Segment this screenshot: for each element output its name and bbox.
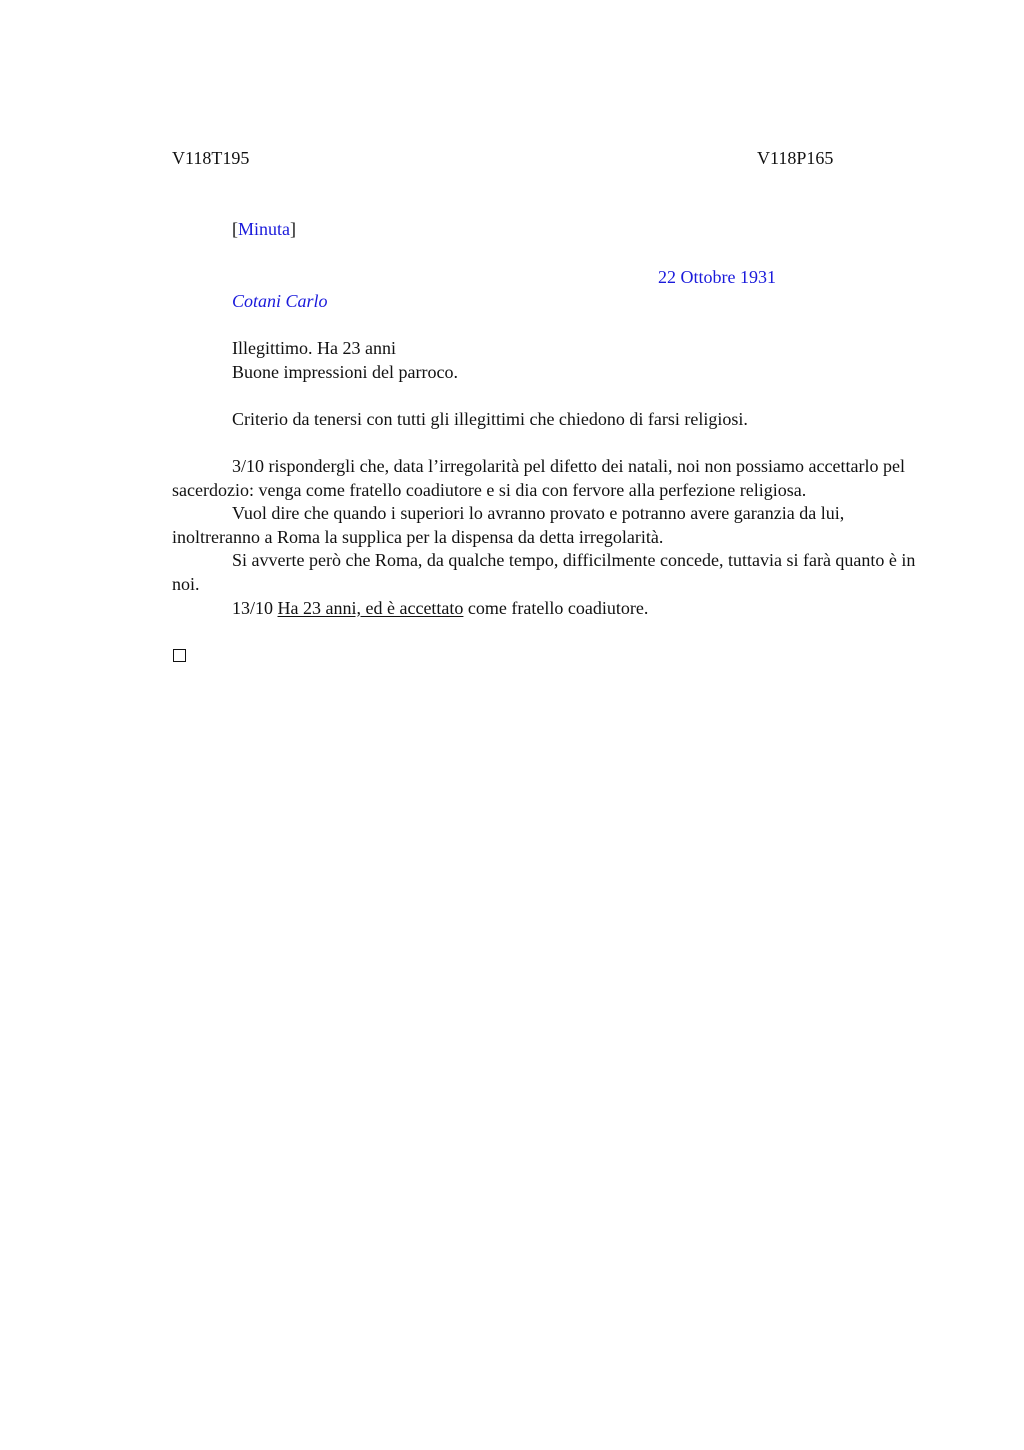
paragraph-3: Si avverte però che Roma, da qualche tempo, difficilmente concede, tuttavia si farà quanto è in noi. (172, 550, 916, 594)
paragraph-4-underlined: Ha 23 anni, ed è accettato (277, 597, 464, 618)
paragraph-1: 3/10 rispondergli che, data l’irregolarità pel difetto dei natali, noi non possiamo accettarlo pel sacerdozio: venga come fratello coadiutore e si dia con fervore alla perfezione religiosa. (172, 456, 905, 500)
paragraph-4 (172, 597, 932, 621)
criterio-line: Criterio da tenersi con tutti gli illegittimi che chiedono di farsi religiosi. (232, 409, 748, 429)
minuta-text: Minuta (238, 219, 290, 239)
paragraph-4-prefix: 13/10 (232, 597, 278, 618)
person-name: Cotani Carlo (232, 291, 328, 311)
note-line-2: Buone impressioni del parroco. (232, 362, 458, 382)
minuta-label (232, 217, 296, 241)
checkbox-icon (173, 649, 186, 662)
body-paragraphs (172, 455, 932, 620)
paragraph-2: Vuol dire che quando i superiori lo avranno provato e potranno avere garanzia da lui, inoltreranno a Roma la supplica per la dispensa da detta irregolarità. (172, 503, 845, 547)
header-left-code: V118T195 (172, 148, 250, 168)
note-line-1: Illegittimo. Ha 23 anni (232, 338, 396, 358)
paragraph-4-suffix: come fratello coadiutore. (463, 597, 649, 618)
minuta-bracket-open: [ (232, 219, 238, 239)
header-right-code: V118P165 (757, 148, 834, 168)
document-date: 22 Ottobre 1931 (658, 267, 776, 287)
minuta-bracket-close: ] (290, 219, 296, 239)
